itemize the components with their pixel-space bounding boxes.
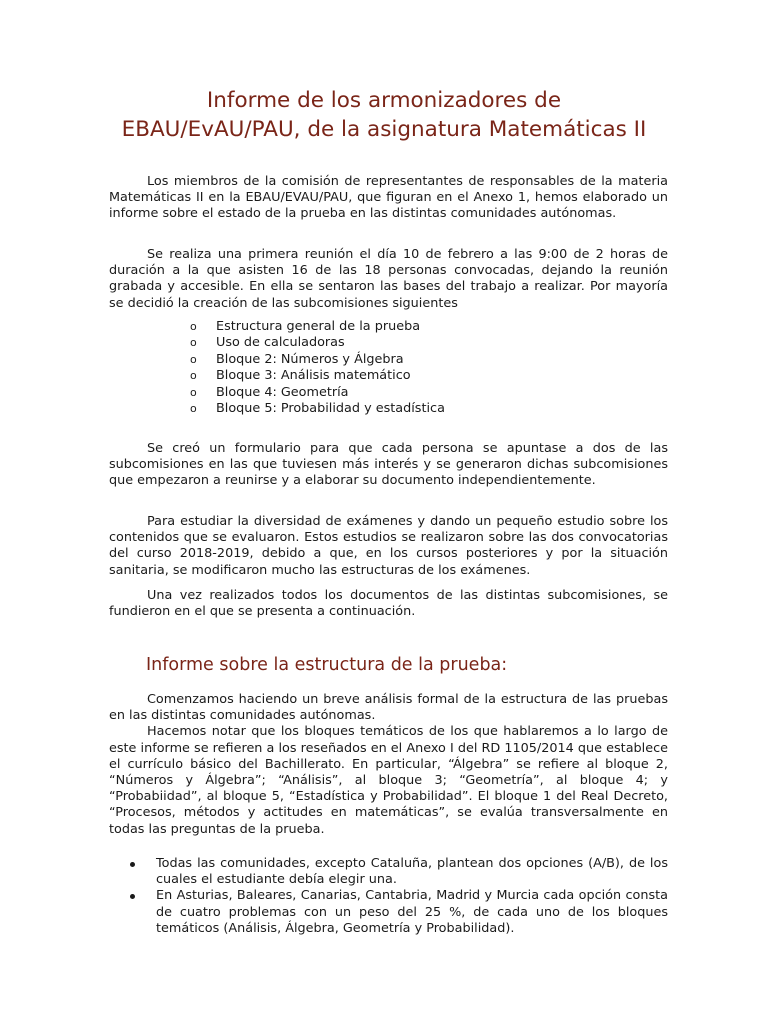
paragraph-text: Se realiza una primera reunión el día 10 de febrero a las 9:00 de 2 horas de duración a la que asisten 16 de las 18 personas convocadas, dejando la reunión grabada y accesible. En ella se sentaron las bases del trabajo a realizar. Por mayoría se decidió la creación de las subcomisiones siguientes (109, 247, 668, 311)
list-item-text: Uso de calculadoras (216, 335, 345, 351)
middle-paragraph-3 (109, 588, 668, 620)
subcommission-list (190, 319, 445, 417)
list-item (190, 319, 445, 335)
list-item-text: En Asturias, Baleares, Canarias, Cantabria, Madrid y Murcia cada opción consta de cuatro problemas con un peso del 25 %, de cada uno de los bloques temáticos (Análisis, Álgebra, Geometría y Probabilidad). (156, 888, 668, 936)
list-item-text: Bloque 2: Números y Álgebra (216, 351, 404, 367)
section-paragraphs (109, 692, 668, 838)
hollow-circle-bullet-icon: o (190, 336, 197, 350)
list-item (130, 856, 668, 888)
title-line-1: Informe de los armonizadores de (206, 88, 562, 113)
paragraph-text: Comenzamos haciendo un breve análisis formal de la estructura de las pruebas en las distintas comunidades autónomas. (109, 692, 668, 724)
bullet-dot-icon (130, 862, 135, 867)
hollow-circle-bullet-icon: o (190, 369, 197, 383)
hollow-circle-bullet-icon: o (190, 385, 197, 399)
list-item (190, 368, 445, 384)
section-heading: Informe sobre la estructura de la prueba: (146, 655, 508, 675)
list-item-text: Bloque 4: Geometría (216, 384, 349, 400)
list-item (190, 401, 445, 417)
intro-paragraph-1 (109, 174, 668, 223)
bullet-dot-icon (130, 894, 135, 899)
list-item-text: Todas las comunidades, excepto Cataluña, plantean dos opciones (A/B), de los cuales el estudiante debía elegir una. (156, 856, 668, 888)
list-item-text: Bloque 5: Probabilidad y estadística (216, 401, 445, 417)
list-item (190, 385, 445, 401)
structure-bullet-list (130, 856, 668, 937)
hollow-circle-bullet-icon: o (190, 352, 197, 366)
paragraph-text: Para estudiar la diversidad de exámenes y dando un pequeño estudio sobre los contenidos que se evaluaron. Estos estudios se realizaron sobre las dos convocatorias del curso 2018-2019, debido a que, en los cursos posteriores y por la situación sanitaria, se modificaron mucho las estructuras de los exámenes. (109, 514, 668, 578)
list-item (190, 335, 445, 351)
title-line-2: EBAU/EvAU/PAU, de la asignatura Matemáticas II (121, 117, 647, 142)
intro-paragraph-2 (109, 247, 668, 312)
list-item-text: Bloque 3: Análisis matemático (216, 368, 411, 384)
middle-paragraph-1 (109, 441, 668, 490)
list-item (130, 888, 668, 937)
paragraph-text: Hacemos notar que los bloques temáticos de los que hablaremos a lo largo de este informe se refieren a los reseñados en el Anexo I del RD 1105/2014 que establece el currículo básico del Bachillerato. En particular, “Álgebra” se refiere al bloque 2, “Números y Álgebra”; “Análisis”, al bloque 3; “Geometría”, al bloque 4; y “Probabiidad”, al bloque 5, “Estadística y Probabilidad”. El bloque 1 del Real Decreto, “Procesos, métodos y actitudes en matemáticas”, se evalúa transversalmente en todas las preguntas de la prueba. (109, 724, 668, 837)
paragraph-text: Una vez realizados todos los documentos de las distintas subcomisiones, se fundieron en el que se presenta a continuación. (109, 588, 668, 620)
list-item-text: Estructura general de la prueba (216, 319, 421, 334)
list-item (190, 352, 445, 368)
document-title (60, 86, 708, 144)
paragraph-text: Los miembros de la comisión de representantes de responsables de la materia Matemáticas II en la EBAU/EVAU/PAU, que figuran en el Anexo 1, hemos elaborado un informe sobre el estado de la prueba en las distintas comunidades autónomas. (109, 174, 668, 222)
middle-paragraph-2 (109, 514, 668, 579)
paragraph-text: Se creó un formulario para que cada persona se apuntase a dos de las subcomisiones en las que tuviesen más interés y se generaron dichas subcomisiones que empezaron a reunirse y a elaborar su documento independientemente. (109, 441, 668, 489)
hollow-circle-bullet-icon: o (190, 402, 197, 416)
hollow-circle-bullet-icon: o (190, 320, 197, 333)
